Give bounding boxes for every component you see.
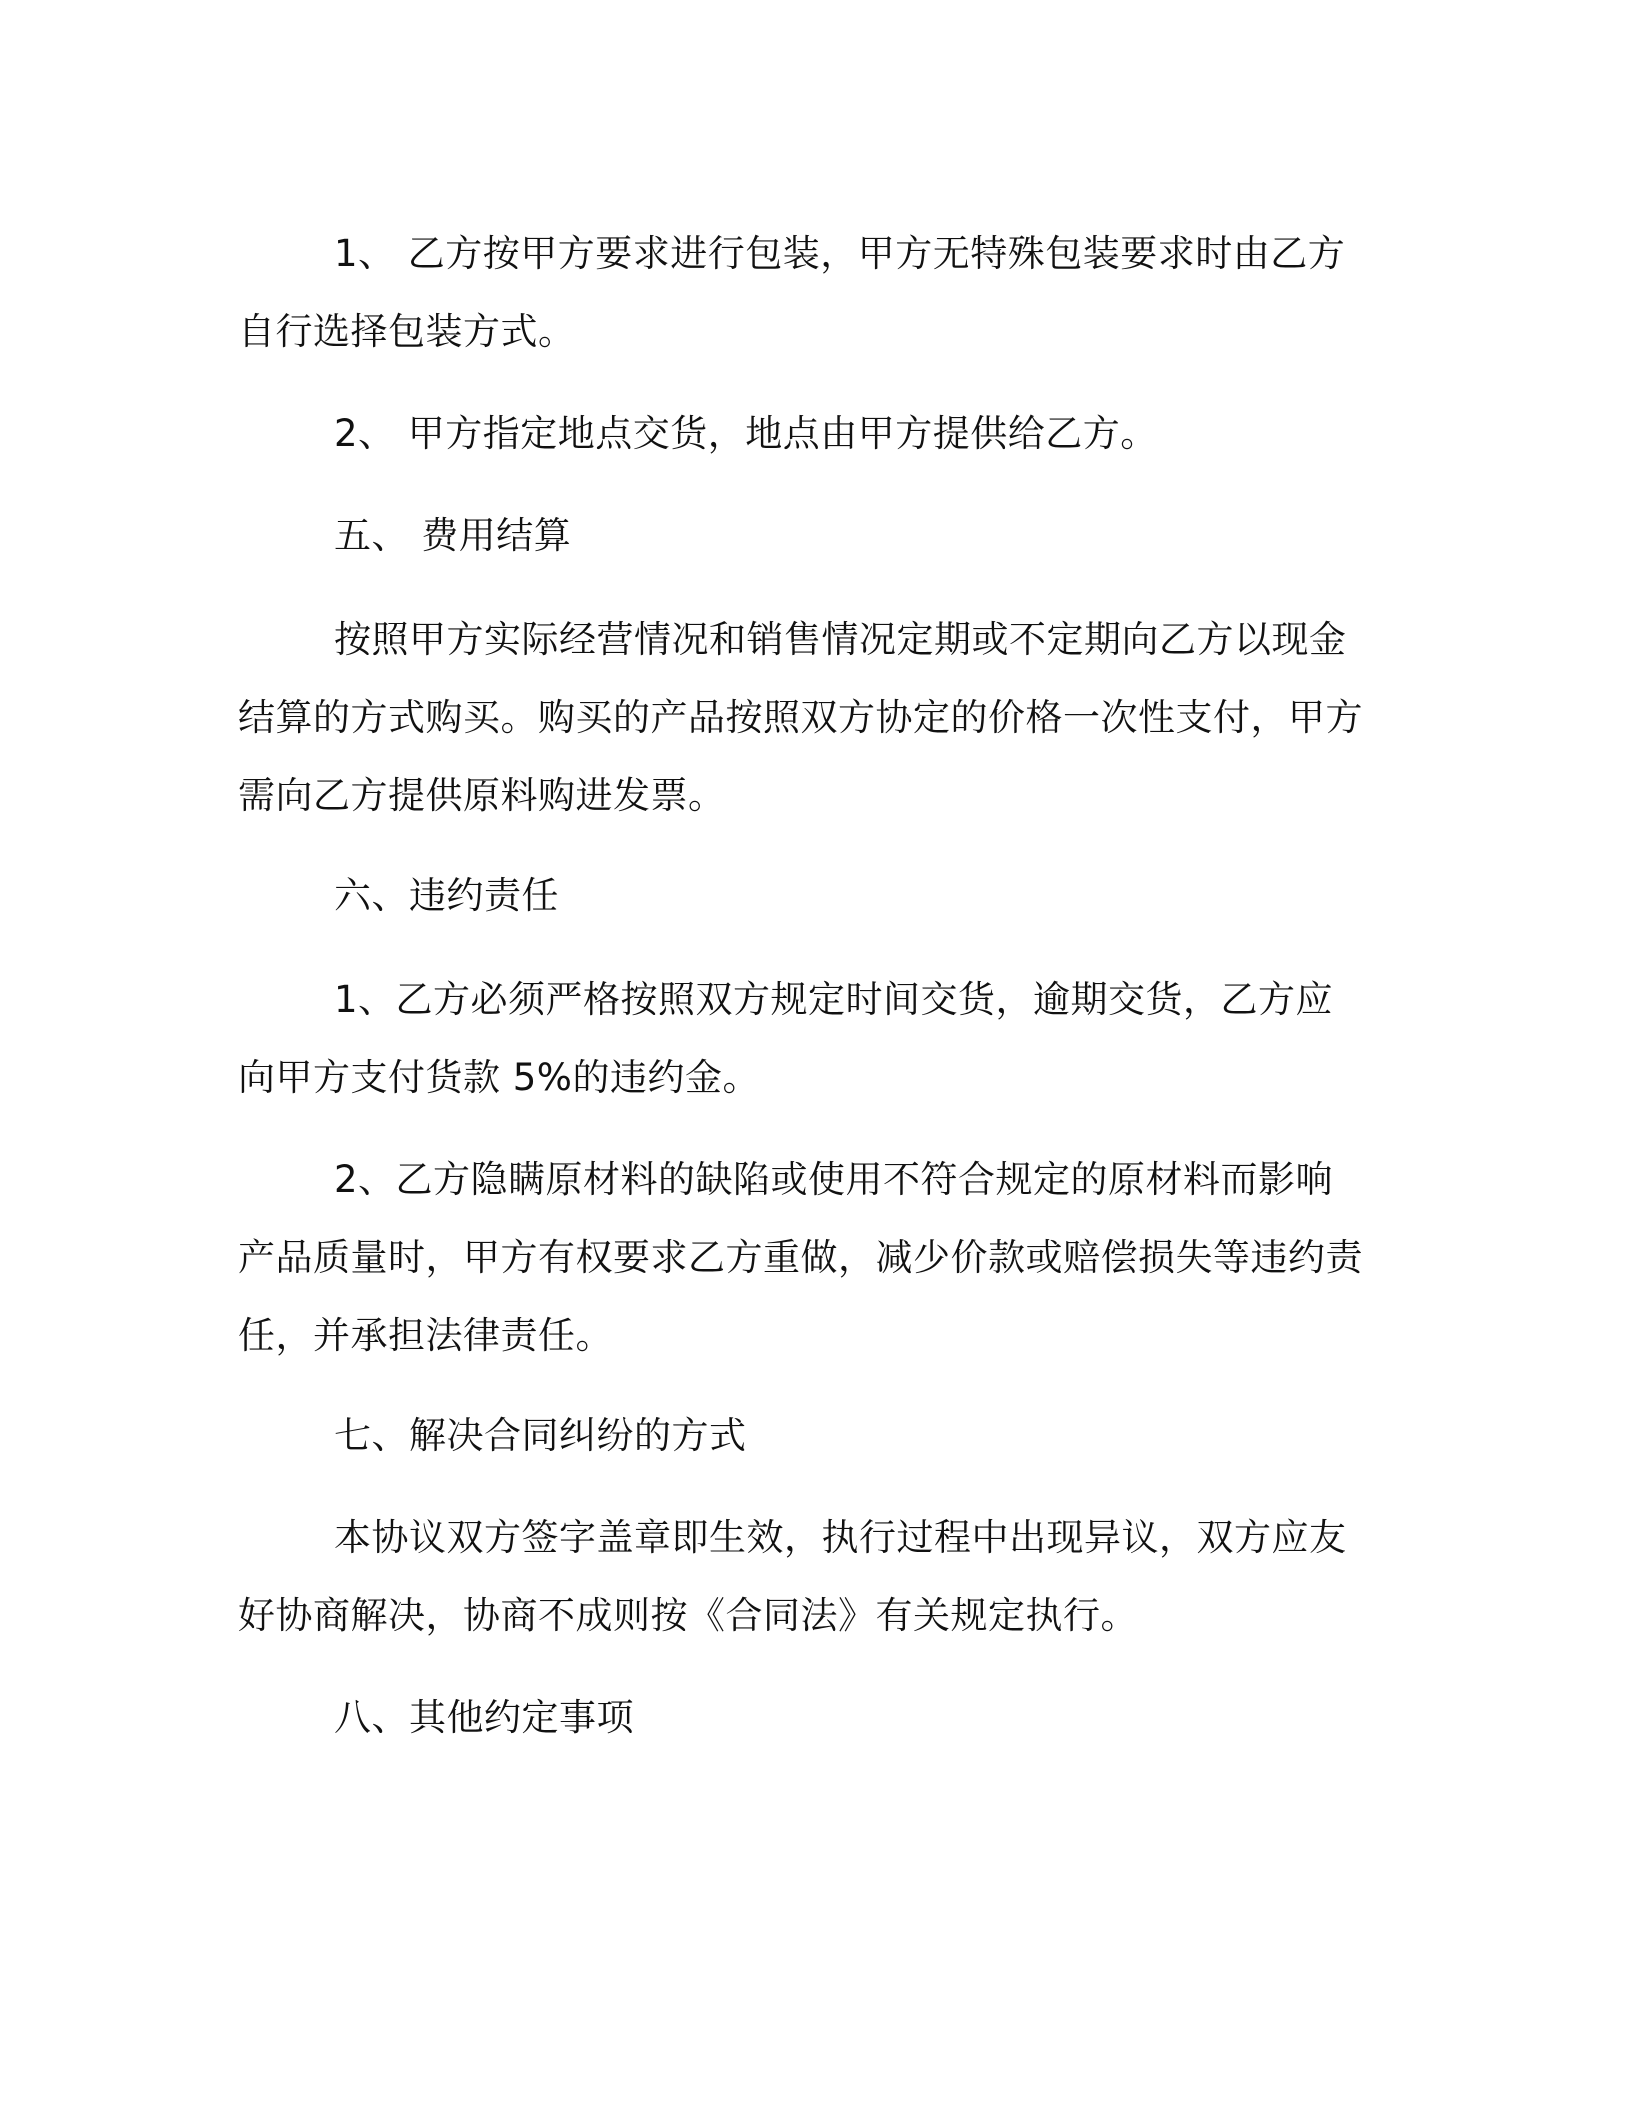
section-heading-liability: 六、违约责任 — [334, 874, 559, 917]
section-heading-settlement: 五、 费用结算 — [334, 514, 572, 557]
section-heading-dispute: 七、解决合同纠纷的方式 — [334, 1414, 747, 1457]
clause-material-defects: 2、乙方隐瞒原材料的缺陷或使用不符合规定的原材料而影响产品质量时，甲方有权要求乙方重做，减少价款或赔偿损失等违约责任，并承担法律责任。 — [238, 1158, 1363, 1357]
clause-late-delivery: 1、乙方必须严格按照双方规定时间交货，逾期交货，乙方应向甲方支付货款 5%的违约金。 — [238, 978, 1334, 1099]
clause-settlement: 按照甲方实际经营情况和销售情况定期或不定期向乙方以现金结算的方式购买。购买的产品按照双方协定的价格一次性支付，甲方需向乙方提供原料购进发票。 — [238, 618, 1363, 817]
clause-packaging: 1、 乙方按甲方要求进行包装，甲方无特殊包装要求时由乙方自行选择包装方式。 — [238, 232, 1346, 353]
section-heading-other: 八、其他约定事项 — [334, 1696, 634, 1739]
clause-dispute-resolution: 本协议双方签字盖章即生效，执行过程中出现异议，双方应友好协商解决，协商不成则按《合同法》有关规定执行。 — [238, 1516, 1347, 1637]
clause-delivery-location: 2、 甲方指定地点交货，地点由甲方提供给乙方。 — [334, 412, 1158, 455]
